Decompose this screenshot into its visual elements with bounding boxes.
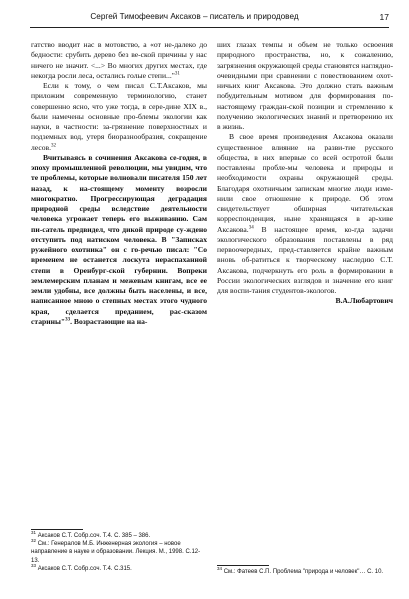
paragraph-text: ших глазах темпы и объем не только освоения природного пространства, но, к сожалению, загрязнения окружающей среды становятся наглядно-очевидными при сравнении с повествованием охот-ничьих книг Аксакова. Это должно стать важным побудительным мотивом для формирования по-настоящему граждан-ской позиции и стремлению к получению экологических знаний и претворению их в жизнь. [217,40,393,131]
paragraph [31,40,207,81]
left-column [31,40,207,327]
running-header [30,11,389,28]
right-column [217,40,393,307]
paragraph [31,153,207,327]
footnote-text: См.: Генералов М.Б. Инженерная экология – новое направление в науке и образовании. Лекция. М., 1998. С.12-13. [31,541,201,564]
footnotes-left [31,532,207,573]
footnote-text: Аксаков С.Т. Собр.соч. Т.4. С. 385 – 386. [37,533,151,539]
paragraph-text: . Возрастающие на на- [70,316,148,326]
footnote [31,540,207,565]
paragraph-text: Если к тому, о чем писал С.Т.Аксаков, мы приложим современную терминологию, станет совершенно ясно, что уже тогда, в сере-дине XIX в., были намечены основные про-блемы экологии как науки, в частности: за-грязнение поверхностных и подземных вод, утеря биоразнообразия, сокращение лесов. [31,81,207,152]
footnote-rule [217,565,269,566]
footnote-ref: 32 [51,142,57,148]
paragraph-text: гатство вводит нас в мотовство, а «от не-далеко до бедности: срубить дерево без ве-ской причины у нас ничего не значит. <...> Во многих других местах, где некогда росли леса, остались голые степи..." [31,40,207,80]
footnote-text: См.: Фатеев С.П. Проблема "природа и человек"… С. 10. [223,569,384,575]
footnote [217,568,393,576]
footnote-ref: 34 [248,224,254,230]
footnote-number: 33 [31,562,37,568]
paragraph-text: В настоящее время, ко-гда задачи экологического образования поставлены в ряд первоочередных, пред-ставляется крайне важным вновь об-ратиться к творческому наследию С.Т. Аксакова, подчеркнуть его роль в формировании в России экологических взглядов и значение его книг для воспи-тания студентов-экологов. [217,224,393,295]
footnotes-right [217,568,393,576]
footnote [31,562,207,573]
paragraph [31,81,207,153]
footnote-text: Аксаков С.Т. Собр.соч. Т.4. С.315. [37,565,132,572]
footnote-number: 31 [31,530,37,535]
paragraph [217,132,393,296]
footnote-rule [31,529,83,530]
footnote-ref: 31 [174,71,180,77]
footnote-number: 34 [217,566,223,571]
footnote [31,532,207,540]
author-signature: В.А.Любартович [335,296,393,306]
page-number: 17 [379,12,389,22]
paragraph-text: В свое время произведения Аксакова оказали существенное влияние на разви-тие русского общества, в них впервые со всей остротой были поставлены пробле-мы человека и природы и необходимости охраны окружающей среды. Благодаря охотничьим запискам многие люди изме-нили свое отношение к природе. Об этом свидетельствует обширная читательская корреспонденция, ныне хранящаяся в ар-хиве Аксакова. [217,132,393,234]
paragraph-text: Вчитываясь в сочинения Аксакова се-годня, в эпоху промышленной революции, мы увидим, что те проблемы, которые волновали писателя 150 лет назад, к на-стоящему моменту возросли многократно. Прогрессирующая деградация природной среды вследствие деятельности человека угрожает теперь его выживанию. Сам пи-сатель предвидел, что дикой природе су-ждено отступить под натиском человека. В "Записках ружейного охотника" он с го-речью писал: "Со временем не останется лоскута нераспаханной степи в Оренбург-ской губернии. Вопреки землемерским планам и межевым книгам, все ее земли удобны, все должны быть населены, и все, написанное мною о степных местах этого чудного края, сделается преданием, рас-сказом старины" [31,152,207,326]
footnote-ref: 33 [65,317,71,323]
footnote-number: 32 [31,538,37,544]
running-title: Сергей Тимофеевич Аксаков – писатель и природовед [90,12,299,21]
paragraph [217,40,393,132]
